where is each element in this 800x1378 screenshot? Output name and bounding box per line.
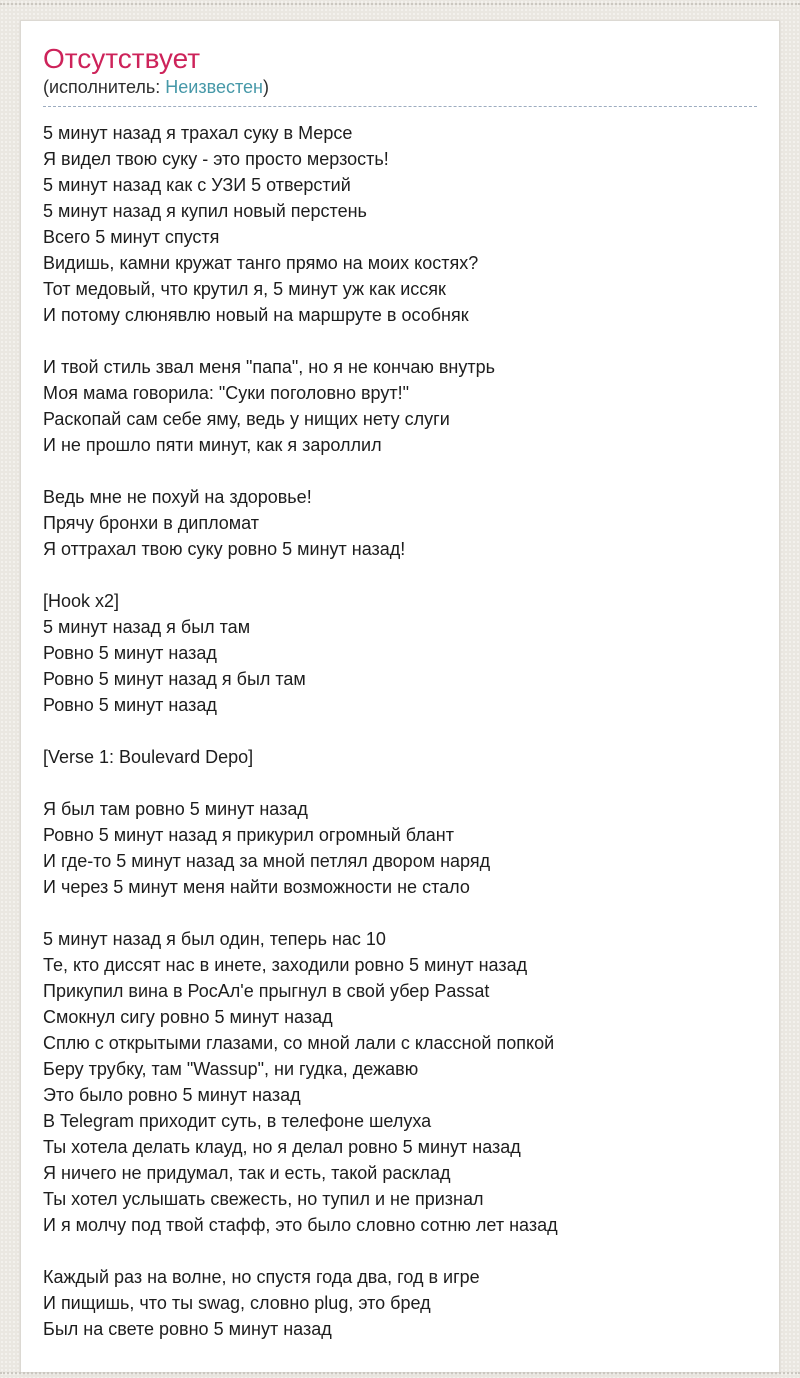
lyric-line: В Telegram приходит суть, в телефоне шелуха bbox=[43, 1111, 432, 1131]
lyric-line: Сплю с открытыми глазами, со мной лали с классной попкой bbox=[43, 1033, 555, 1053]
lyric-line: Те, кто диссят нас в инете, заходили ровно 5 минут назад bbox=[43, 955, 528, 975]
lyric-stanza bbox=[43, 354, 757, 458]
lyric-line: Это было ровно 5 минут назад bbox=[43, 1085, 301, 1105]
lyric-stanza bbox=[43, 120, 757, 328]
lyric-line: Я видел твою суку - это просто мерзость! bbox=[43, 149, 389, 169]
lyric-line: Ровно 5 минут назад я был там bbox=[43, 669, 306, 689]
lyric-stanza bbox=[43, 484, 757, 562]
lyric-line: Ровно 5 минут назад я прикурил огромный блант bbox=[43, 825, 454, 845]
lyric-line: Ровно 5 минут назад bbox=[43, 643, 217, 663]
lyric-line: Прячу бронхи в дипломат bbox=[43, 513, 260, 533]
artist-label: (исполнитель: bbox=[43, 77, 161, 97]
lyric-line: Был на свете ровно 5 минут назад bbox=[43, 1319, 332, 1339]
lyric-line: 5 минут назад как с УЗИ 5 отверстий bbox=[43, 175, 351, 195]
lyric-stanza bbox=[43, 588, 757, 718]
lyric-line: И где-то 5 минут назад за мной петлял двором наряд bbox=[43, 851, 491, 871]
lyric-line: [Verse 1: Boulevard Depo] bbox=[43, 747, 254, 767]
lyric-line: Раскопай сам себе яму, ведь у нищих нету слуги bbox=[43, 409, 450, 429]
lyric-line: И я молчу под твой стафф, это было словно сотню лет назад bbox=[43, 1215, 558, 1235]
lyric-line: Ведь мне не похуй на здоровье! bbox=[43, 487, 312, 507]
lyric-stanza bbox=[43, 1264, 757, 1342]
lyric-line: Смокнул сигу ровно 5 минут назад bbox=[43, 1007, 333, 1027]
lyric-line: Я оттрахал твою суку ровно 5 минут назад! bbox=[43, 539, 406, 559]
lyric-line: Ты хотела делать клауд, но я делал ровно 5 минут назад bbox=[43, 1137, 521, 1157]
lyric-stanza bbox=[43, 744, 757, 770]
lyric-line: Тот медовый, что крутил я, 5 минут уж как иссяк bbox=[43, 279, 446, 299]
page-title: Отсутствует bbox=[43, 43, 201, 74]
stitched-line-top bbox=[0, 3, 800, 5]
lyric-line: 5 минут назад я трахал суку в Мерсе bbox=[43, 123, 353, 143]
lyric-line: Я ничего не придумал, так и есть, такой расклад bbox=[43, 1163, 451, 1183]
stitched-line-bottom bbox=[0, 1372, 800, 1374]
lyric-stanza bbox=[43, 796, 757, 900]
lyric-line: И не прошло пяти минут, как я зароллил bbox=[43, 435, 382, 455]
lyrics-card bbox=[20, 20, 780, 1373]
lyric-line: Видишь, камни кружат танго прямо на моих костях? bbox=[43, 253, 479, 273]
lyric-line: Ты хотел услышать свежесть, но тупил и не признал bbox=[43, 1189, 484, 1209]
lyric-line: Прикупил вина в РосАл'е прыгнул в свой убер Passat bbox=[43, 981, 490, 1001]
lyric-line: Я был там ровно 5 минут назад bbox=[43, 799, 308, 819]
artist-paren-close: ) bbox=[262, 77, 269, 97]
lyric-line: 5 минут назад я был один, теперь нас 10 bbox=[43, 929, 386, 949]
lyric-line: И потому слюнявлю новый на маршруте в особняк bbox=[43, 305, 469, 325]
lyric-line: И через 5 минут меня найти возможности не стало bbox=[43, 877, 470, 897]
lyrics bbox=[43, 120, 757, 1342]
lyric-line: Беру трубку, там "Wassup", ни гудка, дежавю bbox=[43, 1059, 419, 1079]
lyric-line: Всего 5 минут спустя bbox=[43, 227, 220, 247]
lyric-line: 5 минут назад я был там bbox=[43, 617, 251, 637]
lyric-line: Ровно 5 минут назад bbox=[43, 695, 217, 715]
lyric-stanza bbox=[43, 926, 757, 1238]
lyric-line: И пищишь, что ты swag, словно plug, это бред bbox=[43, 1293, 431, 1313]
lyric-line: И твой стиль звал меня "папа", но я не кончаю внутрь bbox=[43, 357, 495, 377]
lyric-line: 5 минут назад я купил новый перстень bbox=[43, 201, 367, 221]
lyric-line: Моя мама говорила: "Суки поголовно врут!" bbox=[43, 383, 409, 403]
song-header bbox=[43, 43, 757, 107]
lyric-line: Каждый раз на волне, но спустя года два, год в игре bbox=[43, 1267, 480, 1287]
artist-link[interactable]: Неизвестен bbox=[165, 77, 263, 97]
artist-line bbox=[43, 77, 757, 98]
lyric-line: [Hook x2] bbox=[43, 591, 120, 611]
